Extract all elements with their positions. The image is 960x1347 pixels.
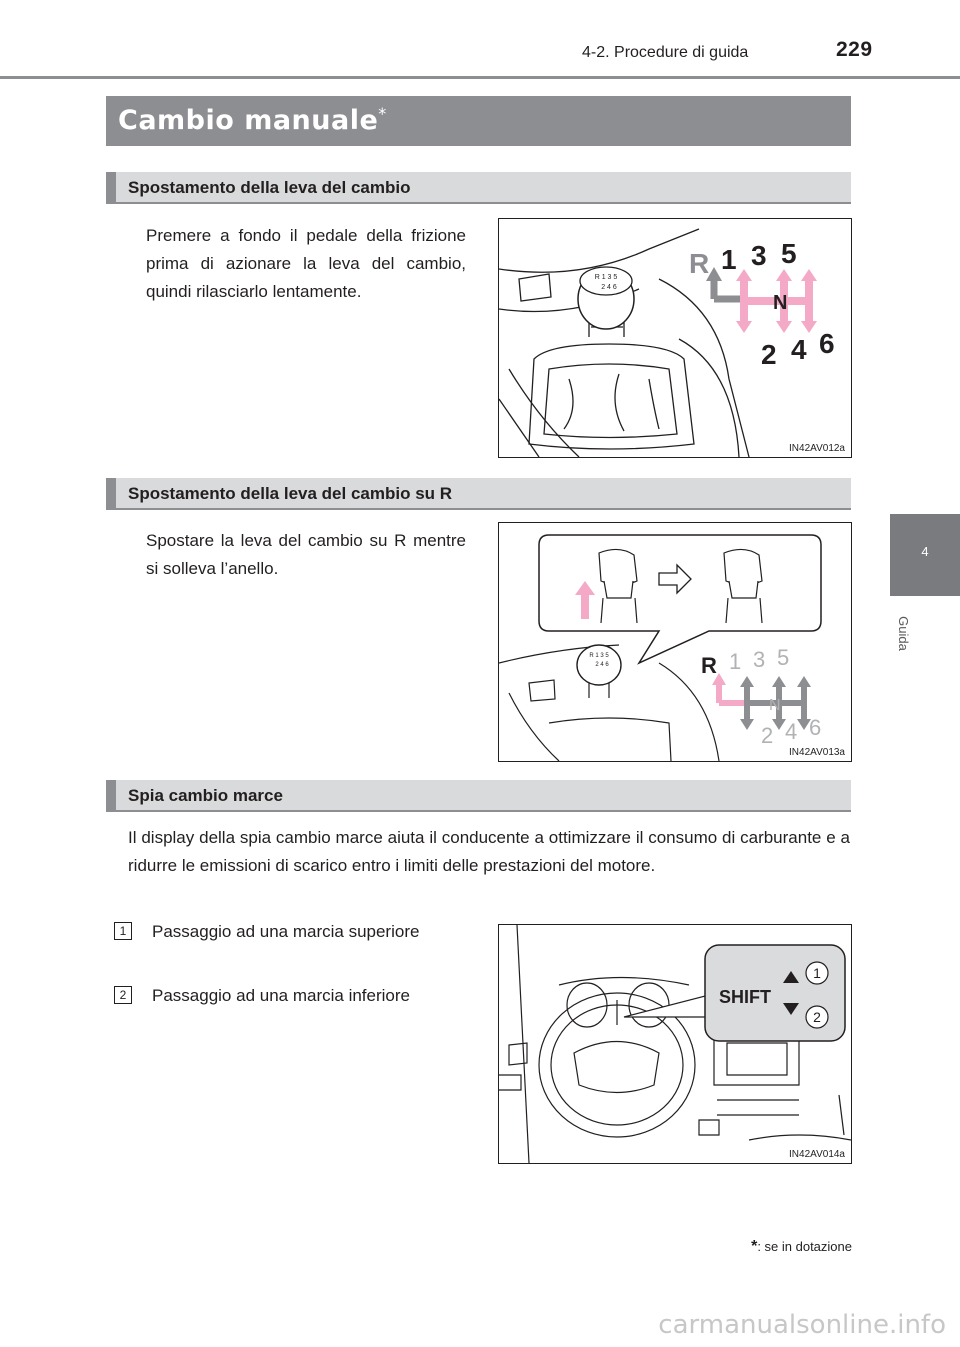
item-text: Passaggio ad una marcia inferiore — [152, 986, 410, 1005]
heading-accent — [106, 780, 116, 812]
running-header-section: 4-2. Procedure di guida — [582, 44, 749, 61]
gear-label-4: 4 — [791, 334, 807, 365]
heading-underline — [106, 202, 851, 204]
figure-code: IN42AV013a — [789, 747, 845, 758]
gear-label-r: R — [689, 248, 710, 279]
gear-label-4: 4 — [785, 719, 798, 744]
section-heading-1 — [106, 172, 851, 204]
gear-label-2: 2 — [761, 339, 777, 370]
heading-accent — [106, 478, 116, 510]
page-number: 229 — [836, 38, 873, 61]
watermark[interactable]: carmanualsonline.info — [658, 1310, 946, 1340]
callout-number-2: 2 — [813, 1009, 821, 1025]
gear-label-5: 5 — [781, 238, 797, 269]
item-text: Passaggio ad una marcia superiore — [152, 922, 420, 941]
section-heading-3 — [106, 780, 851, 812]
chapter-label-text: Guida — [895, 616, 911, 651]
footnote — [751, 1238, 852, 1256]
chapter-tab[interactable] — [890, 514, 960, 596]
footnote-symbol: * — [751, 1238, 758, 1255]
shift-pattern-arrows — [706, 267, 817, 333]
gear-label-1: 1 — [729, 649, 742, 674]
page-title-text: Cambio manuale — [118, 105, 379, 136]
knob-pattern-bottom: 2 4 6 — [595, 662, 609, 668]
gear-label-3: 3 — [751, 240, 767, 271]
figure-code: IN42AV014a — [789, 1149, 845, 1160]
gear-label-r: R — [701, 653, 717, 678]
gear-label-3: 3 — [753, 647, 766, 672]
section-heading-2 — [106, 478, 851, 510]
knob-pattern-bottom: 2 4 6 — [601, 284, 617, 291]
knob-pattern-top: R 1 3 5 — [589, 653, 609, 659]
page-title-bar — [106, 96, 851, 146]
section-body-2: Spostare la leva del cambio su R mentre si solleva l’anello. — [146, 531, 466, 578]
callout-number-1: 1 — [813, 965, 821, 981]
section-heading-text: Spia cambio marce — [128, 786, 283, 805]
figure-gear-shift — [498, 218, 852, 458]
heading-underline — [106, 810, 851, 812]
chapter-label — [895, 604, 922, 664]
reverse-shift-illustration — [499, 523, 851, 761]
page-title — [118, 104, 387, 136]
section-body-1: Premere a fondo il pedale della frizione prima di azionare la leva del cambio, quindi rilasciarlo lentamente. — [146, 226, 466, 301]
header-rule — [0, 76, 960, 79]
section-heading-text: Spostamento della leva del cambio — [128, 178, 411, 197]
gear-label-2: 2 — [761, 723, 774, 748]
dashboard-illustration — [499, 925, 851, 1163]
section-heading-text: Spostamento della leva del cambio su R — [128, 484, 453, 503]
gear-label-5: 5 — [777, 645, 790, 670]
figure-code: IN42AV012a — [789, 443, 845, 454]
gear-label-n: N — [773, 292, 788, 314]
gear-shift-illustration — [499, 219, 851, 457]
title-asterisk: * — [378, 104, 387, 123]
figure-reverse-shift — [498, 522, 852, 762]
gear-label-n: N — [769, 697, 781, 714]
figure-shift-indicator — [498, 924, 852, 1164]
shift-label: SHIFT — [719, 987, 771, 1007]
gear-label-6: 6 — [809, 715, 822, 740]
callout-pointer — [624, 995, 709, 1017]
chapter-number: 4 — [921, 544, 929, 559]
knob-pattern-top: R 1 3 5 — [594, 274, 618, 281]
heading-underline — [106, 508, 851, 510]
gear-label-6: 6 — [819, 328, 835, 359]
item-marker: 1 — [114, 922, 132, 940]
gear-label-1: 1 — [721, 244, 737, 275]
heading-accent — [106, 172, 116, 204]
footnote-text: : se in dotazione — [757, 1239, 852, 1254]
item-marker: 2 — [114, 986, 132, 1004]
section-body-3: Il display della spia cambio marce aiuta il conducente a ottimizzare il consumo di carburante e a ridurre le emissioni di scarico entro i limiti delle prestazioni del motore. — [128, 828, 850, 875]
